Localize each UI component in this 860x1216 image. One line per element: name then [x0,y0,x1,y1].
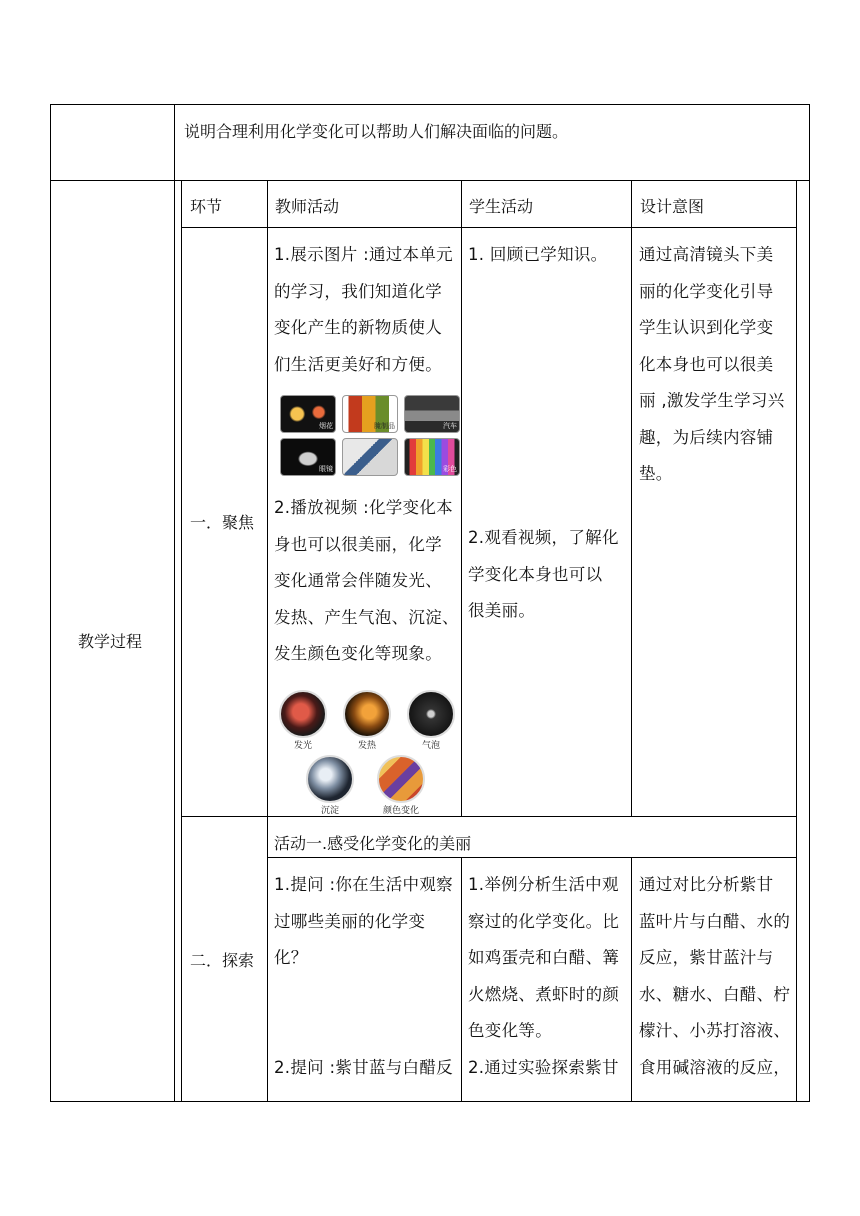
stage1-teacher-paragraph-1 [274,237,453,383]
stage1-bottom-border [181,816,796,817]
text-line: 火燃烧、煮虾时的颜 [468,984,620,1004]
phenomenon-caption: 沉淀 [320,806,339,816]
car-photo [404,395,460,433]
section-label: 教学过程 [78,632,143,651]
text-line: 2.播放视频 :化学变化本 [274,498,453,517]
activity-row-bottom-border [267,857,796,858]
fireworks-photo [280,395,336,433]
text-line: 反应，紫甘蓝汁与 [639,948,774,967]
table-top-border [50,104,810,105]
stage2-name: 二．探索 [190,951,255,970]
inner-table-left-border [181,180,182,1102]
student-column-border-bottom [631,857,632,1102]
inner-table-right-border [796,180,797,1102]
objective-row-bottom-border [50,180,810,181]
text-line: 趣，为后续内容铺 [639,427,774,447]
text-line: 2.提问 :紫甘蓝与白醋反 [274,1057,453,1077]
stage1-teacher-paragraph-2 [274,490,459,673]
photo-caption: 汽车 [443,422,457,430]
gas-bubbles-image [407,690,455,738]
photo-grid-row-2 [280,438,460,476]
photo-grid-row-1 [280,395,460,433]
phenomenon-item [342,690,392,752]
heat-release-image [343,690,391,738]
text-line: 察过的化学变化。比 [468,911,620,931]
text-line: 身也可以很美丽，化学 [274,534,442,554]
text-line: 变化产生的新物质使人 [274,318,442,337]
text-line: 通过高清镜头下美 [639,245,774,264]
text-line: 发热、产生气泡、沉淀、 [274,607,459,627]
stage1-student-paragraph-1 [468,237,608,274]
photo-caption: 腌制品 [374,422,395,430]
fuel-pump-photo [342,438,398,476]
text-line: 1.展示图片 :通过本单元 [274,245,453,264]
text-line: 蓝叶片与白醋、水的 [639,911,791,931]
stage1-intent [639,237,785,493]
text-line [274,977,453,1014]
text-line: 丽 ,激发学生学习兴 [639,391,785,410]
text-line: 1.提问 :你在生活中观察 [274,875,453,894]
objective-text: 说明合理利用化学变化可以帮助人们解决面临的问题。 [184,122,569,141]
text-line: 垫。 [639,464,673,483]
pickles-jar-photo [342,395,398,433]
phenomenon-item [371,755,431,817]
phenomenon-item [406,690,456,752]
glasses-photo [280,438,336,476]
phenomenon-item [278,690,328,752]
phenomenon-caption: 气泡 [421,741,440,751]
text-line: 2.观看视频，了解化 [468,528,619,547]
text-line: 丽的化学变化引导 [639,281,774,301]
header-link: 环节 [190,197,223,216]
phenomenon-caption: 发光 [293,741,312,751]
table-bottom-border [50,1101,810,1102]
text-line: 化本身也可以很美 [639,354,774,374]
header-teacher: 教师活动 [275,197,340,216]
teacher-column-border-top [461,180,462,817]
text-line: 化？ [274,948,308,967]
header-row-bottom-border [181,227,796,228]
phenomenon-caption: 颜色变化 [382,806,419,816]
text-line: 学变化本身也可以 [468,564,603,584]
label-column-border [174,104,175,1102]
phenomenon-caption: 发热 [357,741,376,751]
table-left-border [50,104,51,1102]
text-line: 的学习，我们知道化学 [274,281,442,301]
text-line: 发生颜色变化等现象。 [274,644,442,663]
text-line: 色变化等。 [468,1021,552,1040]
text-line: 学生认识到化学变 [639,318,774,337]
photo-caption: 眼镜 [319,465,333,473]
text-line [274,1013,453,1050]
student-column-border-top [631,180,632,817]
phenomena-row-2 [305,755,431,817]
text-line: 1. 回顾已学知识。 [468,245,608,264]
stage1-name: 一．聚焦 [190,513,255,532]
light-emission-image [279,690,327,738]
stage2-teacher [274,867,453,1086]
text-line: 们生活更美好和方便。 [274,354,442,374]
text-line: 很美丽。 [468,601,536,620]
text-line: 水、糖水、白醋、柠 [639,984,791,1004]
text-line: 食用碱溶液的反应， [639,1057,791,1077]
text-line: 2.通过实验探索紫甘 [468,1057,619,1077]
stage1-student-paragraph-2 [468,520,619,630]
link-column-border [267,180,268,1102]
text-line: 通过对比分析紫甘 [639,875,774,894]
text-line: 过哪些美丽的化学变 [274,911,426,931]
activity-title: 活动一.感受化学变化的美丽 [274,834,472,853]
photo-caption: 烟花 [319,422,333,430]
photo-caption: 彩色 [443,465,457,473]
header-student: 学生活动 [469,197,534,216]
table-right-border [809,104,810,1102]
precipitate-image [306,755,354,803]
stage2-student [468,867,619,1086]
text-line: 檬汁、小苏打溶液、 [639,1021,791,1040]
text-line: 如鸡蛋壳和白醋、篝 [468,948,620,967]
teacher-column-border-bottom [461,857,462,1102]
colored-bars-photo [404,438,460,476]
phenomena-row-1 [278,690,456,752]
phenomenon-item [305,755,355,817]
text-line: 变化通常会伴随发光、 [274,571,442,590]
text-line: 1.举例分析生活中观 [468,875,619,894]
header-intent: 设计意图 [640,197,705,216]
stage2-intent [639,867,790,1086]
color-change-image [377,755,425,803]
